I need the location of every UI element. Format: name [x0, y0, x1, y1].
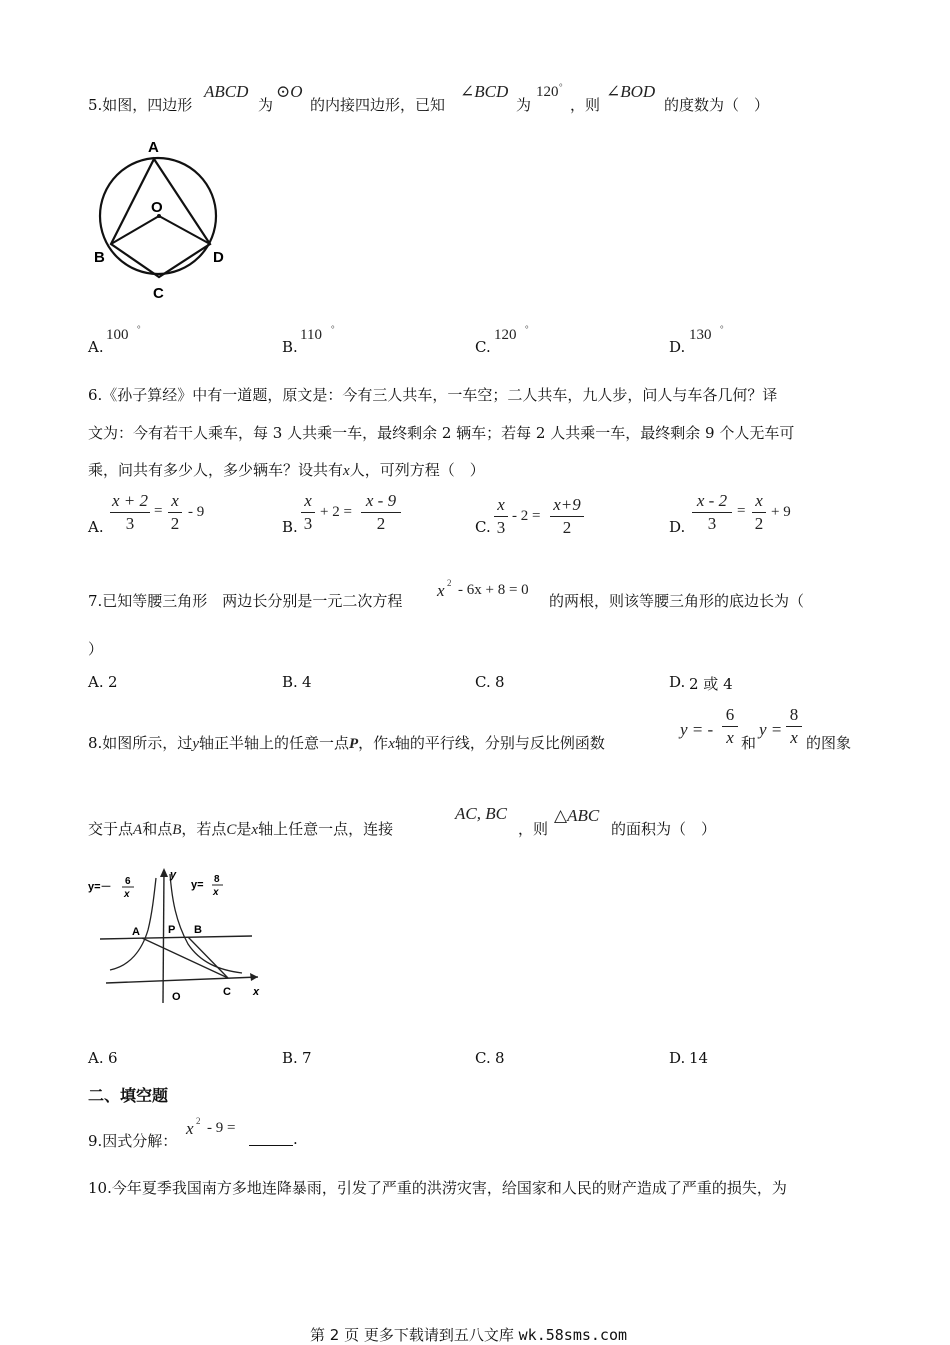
- q6-a-tail: - 9: [188, 504, 205, 520]
- q6-b-num-2: x - 9: [365, 491, 397, 510]
- q6-c-num-1: x: [497, 495, 505, 514]
- fig-f1-label: y=－: [88, 881, 112, 893]
- q5-text-5: ，则: [570, 96, 601, 114]
- q8-l1a: 8.如图所示，过: [88, 734, 193, 752]
- q8-l1b: y: [192, 736, 199, 752]
- q6-a-num-1: x + 2: [111, 491, 149, 510]
- q5-circle-figure: [88, 132, 238, 304]
- q8-f1-num: 6: [725, 705, 735, 724]
- q8-l2j: ，则: [518, 820, 549, 838]
- q6-a-num-2: x: [171, 491, 179, 510]
- q5-option-c-value: 120: [494, 327, 517, 343]
- fig-f1-num: 6: [125, 876, 131, 887]
- q6-option-b-label: B.: [282, 518, 298, 536]
- q7-option-d-label: D.: [669, 673, 686, 691]
- q8-l1f: x: [388, 736, 395, 752]
- q5-degree-sup: °: [559, 82, 563, 92]
- q6-d-frac-2: [752, 492, 766, 533]
- q8-f2-den: x: [790, 728, 798, 747]
- footer-link[interactable]: wk.58sms.com: [518, 1326, 628, 1344]
- q8-l2e: ，若点: [181, 820, 227, 838]
- q6-c-mid: - 2 =: [512, 508, 541, 524]
- q6-c-den-2: 2: [562, 518, 572, 537]
- hyperbola-left: [110, 878, 156, 970]
- q8-l2g: 是: [236, 820, 252, 838]
- q8-f2-num: 8: [789, 705, 799, 724]
- q5-math-angle-bcd: ∠BCD: [460, 82, 509, 101]
- q6-b-frac-2: [361, 492, 401, 533]
- y-axis: [163, 870, 164, 1003]
- q8-l1d: P: [349, 736, 359, 752]
- q5-option-d-sup: °: [720, 324, 724, 334]
- q8-option-a-value: 6: [108, 1049, 118, 1067]
- q6-b-mid: + 2 =: [320, 504, 352, 520]
- q8-graph-figure: [86, 860, 276, 1008]
- q8-option-c-label: C.: [475, 1049, 491, 1067]
- q8-math-ac-bc: AC, BC: [455, 804, 507, 823]
- q6-a-frac-1: [110, 492, 150, 533]
- q8-math-triangle: △ABC: [554, 806, 600, 825]
- q8-f2-lhs: y =: [759, 720, 783, 739]
- q6-c-den-1: 3: [496, 518, 506, 537]
- fig-f2-num: 8: [214, 874, 220, 885]
- q7-option-a-label: A.: [88, 673, 104, 691]
- fig-f1-den: x: [124, 889, 130, 900]
- q7-text-1: 7.已知等腰三角形 两边长分别是一元二次方程: [88, 592, 403, 610]
- segment-ac: [142, 938, 228, 978]
- q8-option-d-label: D.: [669, 1049, 686, 1067]
- y-axis-arrow: [160, 868, 168, 877]
- q9-math-sup: 2: [196, 1116, 201, 1126]
- fig-f2-label: y=: [191, 879, 204, 891]
- fig-point-c: C: [223, 986, 231, 998]
- q8-l1e: ，作: [358, 734, 389, 752]
- q7-option-c-value: 8: [495, 673, 505, 691]
- footer-text: 第 2 页 更多下载请到五八文库: [310, 1326, 514, 1344]
- label-d: D: [213, 249, 224, 266]
- q8-line-2: [88, 818, 393, 839]
- fig-f2-den: x: [213, 887, 219, 898]
- q7-text-2: 的两根，则该等腰三角形的底边长为（: [549, 592, 805, 610]
- q7-eq-sup: 2: [447, 578, 452, 588]
- page-footer: [310, 1324, 627, 1345]
- q6-b-den-1: 3: [303, 514, 313, 533]
- q5-text-2: 为: [258, 96, 274, 114]
- label-c: C: [153, 285, 164, 302]
- fig-point-p: P: [168, 924, 176, 936]
- q5-option-a-label: A.: [88, 338, 104, 356]
- q5-option-d-label: D.: [669, 338, 686, 356]
- q8-l2b: A: [133, 822, 143, 838]
- q6-d-num-1: x - 2: [696, 491, 728, 510]
- q8-he: 和: [741, 734, 757, 752]
- q8-l2f: C: [226, 822, 237, 838]
- fig-x-label: x: [253, 986, 260, 998]
- q5-option-d-value: 130: [689, 327, 712, 343]
- segment-od: [159, 216, 210, 244]
- q6-line-3: [88, 459, 485, 480]
- q8-option-a-label: A.: [88, 1049, 104, 1067]
- q6-d-tail: + 9: [771, 504, 791, 520]
- q8-option-d-value: 14: [689, 1049, 709, 1067]
- q6-d-num-2: x: [755, 491, 763, 510]
- q6-d-den-2: 2: [754, 514, 764, 533]
- q5-option-b-label: B.: [282, 338, 298, 356]
- q7-option-d-value: 2 或 4: [689, 675, 733, 693]
- q7-eq-rest: - 6x + 8 = 0: [458, 582, 529, 598]
- q5-text-3: 的内接四边形，已知: [310, 96, 446, 114]
- q8-line-1: [88, 732, 605, 753]
- q6-option-d-label: D.: [669, 518, 686, 536]
- q9-math-x: x: [186, 1119, 194, 1138]
- q6-option-a-label: A.: [88, 518, 104, 536]
- q5-text-4: 为: [516, 96, 532, 114]
- q6-c-num-2: x+9: [553, 495, 581, 514]
- q8-l2h: x: [251, 822, 259, 838]
- q6-option-c-label: C.: [475, 518, 491, 536]
- q6-d-den-1: 3: [707, 514, 717, 533]
- label-b: B: [94, 249, 105, 266]
- label-a: A: [148, 139, 159, 156]
- q6-a-eq: =: [154, 503, 163, 519]
- q8-f1-lhs: y = -: [680, 720, 714, 739]
- q5-option-b-value: 110: [300, 327, 322, 343]
- q6-b-num-1: x: [304, 491, 312, 510]
- q7-option-a-value: 2: [108, 673, 118, 691]
- q6-c-frac-1: [494, 496, 508, 537]
- q5-math-120: 120: [536, 84, 559, 100]
- q8-f1-den: x: [726, 728, 734, 747]
- q8-option-b-label: B.: [282, 1049, 298, 1067]
- q7-eq-x: x: [437, 581, 445, 600]
- q5-math-angle-bod: ∠BOD: [606, 82, 656, 101]
- q7-text-3: ）: [88, 640, 104, 658]
- x-axis: [106, 977, 258, 983]
- q8-l2k: 的面积为（ ）: [611, 820, 717, 838]
- q5-option-c-label: C.: [475, 338, 491, 356]
- q6-line-1: 6.《孙子算经》中有一道题，原文是：今有三人共车，一车空；二人共车，九人步，问人与车各几何？译: [88, 386, 778, 404]
- q6-line-2: 文为：今有若干人乘车，每 3 人共乘一车，最终剩余 2 辆车；若每 2 人共乘一车，最终剩余 9 个人无车可: [88, 424, 795, 442]
- q7-option-b-value: 4: [302, 673, 312, 691]
- hyperbola-right: [170, 874, 242, 973]
- q8-option-b-value: 7: [302, 1049, 312, 1067]
- x-axis-arrow: [250, 973, 258, 981]
- fig-y-label: y: [170, 869, 177, 881]
- q6-a-den-2: 2: [170, 514, 180, 533]
- q7-option-c-label: C.: [475, 673, 491, 691]
- q8-l2i: 轴上任意一点，连接: [258, 820, 394, 838]
- q6-b-den-2: 2: [376, 514, 386, 533]
- q5-text-6: 的度数为（ ）: [664, 96, 770, 114]
- q6-d-frac-1: [692, 492, 732, 533]
- q8-l2a: 交于点: [88, 820, 134, 838]
- q6-c-frac-2: [550, 496, 584, 537]
- fig-point-b: B: [194, 924, 202, 936]
- segment-bc: [188, 937, 228, 978]
- q9-math-rest: - 9 =: [207, 1120, 236, 1136]
- q10-line-1: 10.今年夏季我国南方多地连降暴雨，引发了严重的洪涝灾害，给国家和人民的财产造成了严重的损失，为: [88, 1179, 787, 1197]
- q8-l2c: 和点: [142, 820, 173, 838]
- fig-point-o: O: [172, 991, 181, 1003]
- q6-line-3c: 人，可列方程（ ）: [349, 461, 485, 479]
- q8-l1g: 轴的平行线，分别与反比例函数: [394, 734, 605, 752]
- q5-option-b-sup: °: [331, 324, 335, 334]
- q6-line-3a: 乘，问共有多少人，多少辆车？设共有: [88, 461, 344, 479]
- q8-option-c-value: 8: [495, 1049, 505, 1067]
- fig-point-a: A: [132, 926, 140, 938]
- q5-text-1: 5.如图，四边形: [88, 96, 193, 114]
- q8-l1h: 的图象: [806, 734, 852, 752]
- q9-text: 9.因式分解：: [88, 1132, 178, 1150]
- q8-l2d: B: [172, 822, 182, 838]
- q6-a-frac-2: [168, 492, 182, 533]
- parallel-line: [100, 936, 252, 939]
- q5-option-a-sup: °: [137, 324, 141, 334]
- q6-var-x: x: [343, 463, 350, 479]
- q9-answer-blank[interactable]: [249, 1130, 293, 1146]
- q5-math-abcd: ABCD: [204, 82, 249, 101]
- q7-option-b-label: B.: [282, 673, 298, 691]
- q5-math-circle-o: ⊙O: [276, 82, 303, 101]
- q6-d-eq: =: [737, 503, 746, 519]
- section-2-title: 二、填空题: [88, 1086, 169, 1105]
- q5-option-c-sup: °: [525, 324, 529, 334]
- q9-end: .: [293, 1130, 298, 1148]
- q8-l1c: 轴正半轴上的任意一点: [198, 734, 349, 752]
- q8-f1-frac: [722, 706, 738, 747]
- q5-option-a-value: 100: [106, 327, 129, 343]
- label-o: O: [151, 199, 163, 216]
- q6-b-frac-1: [301, 492, 315, 533]
- q6-a-den-1: 3: [125, 514, 135, 533]
- q8-f2-frac: [786, 706, 802, 747]
